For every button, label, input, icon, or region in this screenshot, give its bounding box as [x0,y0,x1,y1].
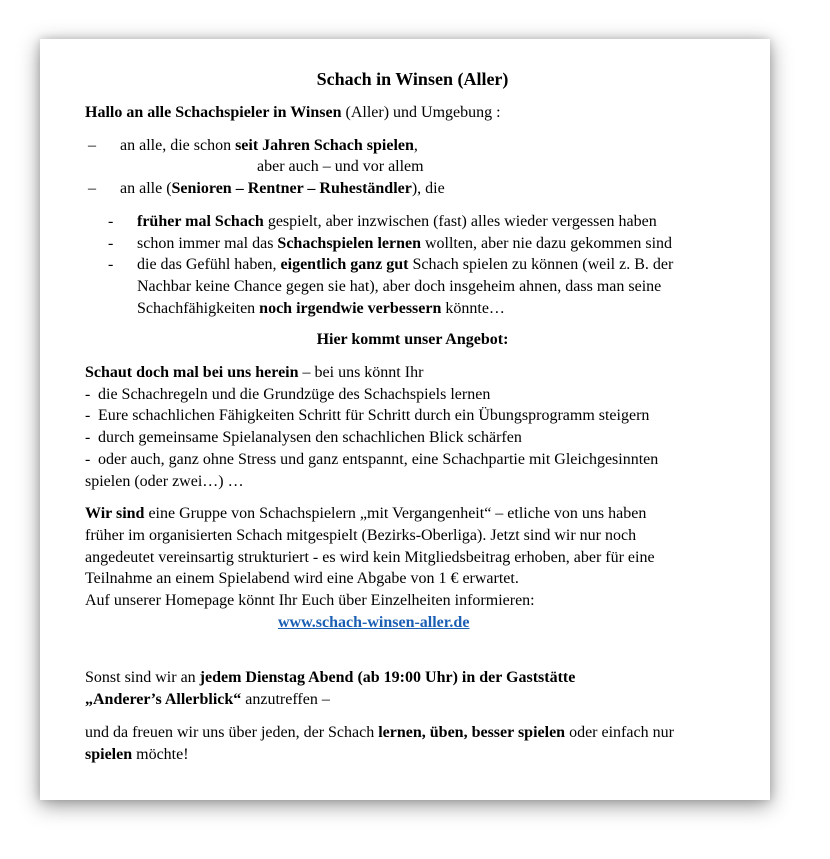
text-segment: wollten, aber nie dazu gekommen sind [420,234,673,252]
bold-text-segment: lernen, üben, besser spielen [378,723,566,741]
closing-line [85,722,740,744]
text-segment: oder auch, ganz ohne Stress und ganz entspannt, eine Schachpartie mit Gleichgesinnten [98,450,659,468]
list-item-text [137,254,673,276]
text-segment: durch gemeinsame Spielanalysen den schachlichen Blick schärfen [98,429,522,447]
text-segment: Teilnahme an einem Spielabend wird eine Abgabe von 1 € erwartet. [85,570,519,588]
list-marker: - [85,407,91,425]
offer-intro-line [85,362,740,384]
doc-title [85,67,740,91]
list-marker: - [108,256,114,274]
list-item-text [98,427,522,449]
about-line [85,547,740,569]
bold-text-segment: Hallo an alle Schachspieler in Winsen [85,104,342,121]
text-segment: Nachbar keine Chance gegen sie hat), aber doch insgeheim ahnen, dass man seine [137,277,662,295]
sub-bullet-line [85,233,740,255]
text-segment: anzutreffen – [241,691,330,709]
bold-text-segment: früher mal Schach [137,212,264,230]
bold-text-segment: jedem Dienstag Abend (ab 19:00 Uhr) in der Gaststätte [199,669,576,687]
bold-text-segment: Senioren – Rentner – Ruheständler [171,180,412,198]
list-item-text [98,384,490,406]
text-segment: Sonst sind wir an [85,669,200,687]
list-marker: – [88,180,96,198]
text-segment: spielen (oder zwei…) … [85,472,244,490]
list-item-text [137,211,657,233]
list-item-text [120,135,418,157]
text-segment: oder einfach nur [565,723,674,741]
sub-bullet-continuation [85,298,740,320]
homepage-link-line [278,612,740,634]
greeting-line [85,102,740,124]
text-segment: , [413,136,418,154]
offer-item [85,427,740,449]
text-segment: – bei uns könnt Ihr [298,364,424,382]
about-line [85,503,740,525]
text-segment: (Aller) und Umgebung : [341,104,501,121]
sub-bullet-line [85,211,740,233]
bold-text-segment: spielen [85,745,133,763]
bold-text-segment: Hier kommt unser Angebot: [316,331,509,349]
text-segment: an alle, die schon [120,136,236,154]
closing-line [85,744,740,766]
list-marker: – [88,136,96,154]
text-segment: aber auch – und vor allem [257,158,424,176]
offer-item [85,449,740,471]
bold-text-segment: seit Jahren Schach spielen [235,136,414,154]
bold-text-segment: Schach in Winsen (Aller) [316,69,509,89]
list-marker: - [85,385,91,403]
list-marker: - [108,234,114,252]
text-segment: ), die [411,180,445,198]
bold-text-segment: eigentlich ganz gut [280,256,409,274]
bold-text-segment: noch irgendwie verbessern [259,299,442,317]
text-segment: die das Gefühl haben, [137,256,281,274]
list-marker: - [85,450,91,468]
text-segment: könnte… [441,299,505,317]
list-item-text [98,449,658,471]
sub-bullet-continuation [85,276,740,298]
text-segment: die Schachregeln und die Grundzüge des Schachspiels lernen [98,385,491,403]
offer-item-continuation [85,471,740,493]
bold-text-segment: „Anderer’s Allerblick“ [85,691,242,709]
text-segment: eine Gruppe von Schachspielern „mit Vergangenheit“ – etliche von uns haben [144,505,647,523]
text-segment: Eure schachlichen Fähigkeiten Schritt für Schritt durch ein Übungsprogramm steigern [98,407,650,425]
about-line [85,525,740,547]
text-segment: früher im organisierten Schach mitgespielt (Bezirks-Oberliga). Jetzt sind wir nur noch [85,526,637,544]
text-segment: Auf unserer Homepage könnt Ihr Euch über Einzelheiten informieren: [85,592,535,610]
bullet-line [85,178,740,200]
list-item-text [137,233,672,255]
text-segment: Schach spielen zu können (weil z. B. der [408,256,674,274]
bullet-line [85,135,740,157]
meeting-line [85,667,740,689]
meeting-line [85,689,740,711]
sub-bullet-line [85,254,740,276]
text-segment: und da freuen wir uns über jeden, der Schach [85,723,379,741]
bold-text-segment: Wir sind [85,505,145,523]
document-body [85,67,740,765]
homepage-link[interactable]: www.schach-winsen-aller.de [278,613,470,631]
text-segment: an alle ( [120,180,172,198]
about-line [85,568,740,590]
list-marker: - [85,429,91,447]
bold-text-segment: Schachspielen lernen [277,234,421,252]
text-segment: gespielt, aber inzwischen (fast) alles wieder vergessen haben [263,212,657,230]
offer-item [85,384,740,406]
list-marker: - [108,212,114,230]
offer-item [85,405,740,427]
text-segment: möchte! [132,745,189,763]
bullet-continuation [257,156,740,178]
list-item-text [98,405,649,427]
text-segment: angedeutet vereinsartig strukturiert - es wird kein Mitgliedsbeitrag erhoben, aber für eine [85,548,655,566]
text-segment: schon immer mal das [137,234,278,252]
list-item-text [120,178,445,200]
section-heading [85,329,740,351]
document-page [40,39,770,800]
homepage-intro-line [85,590,740,612]
bold-text-segment: Schaut doch mal bei uns herein [85,364,299,382]
text-segment: Schachfähigkeiten [137,299,260,317]
